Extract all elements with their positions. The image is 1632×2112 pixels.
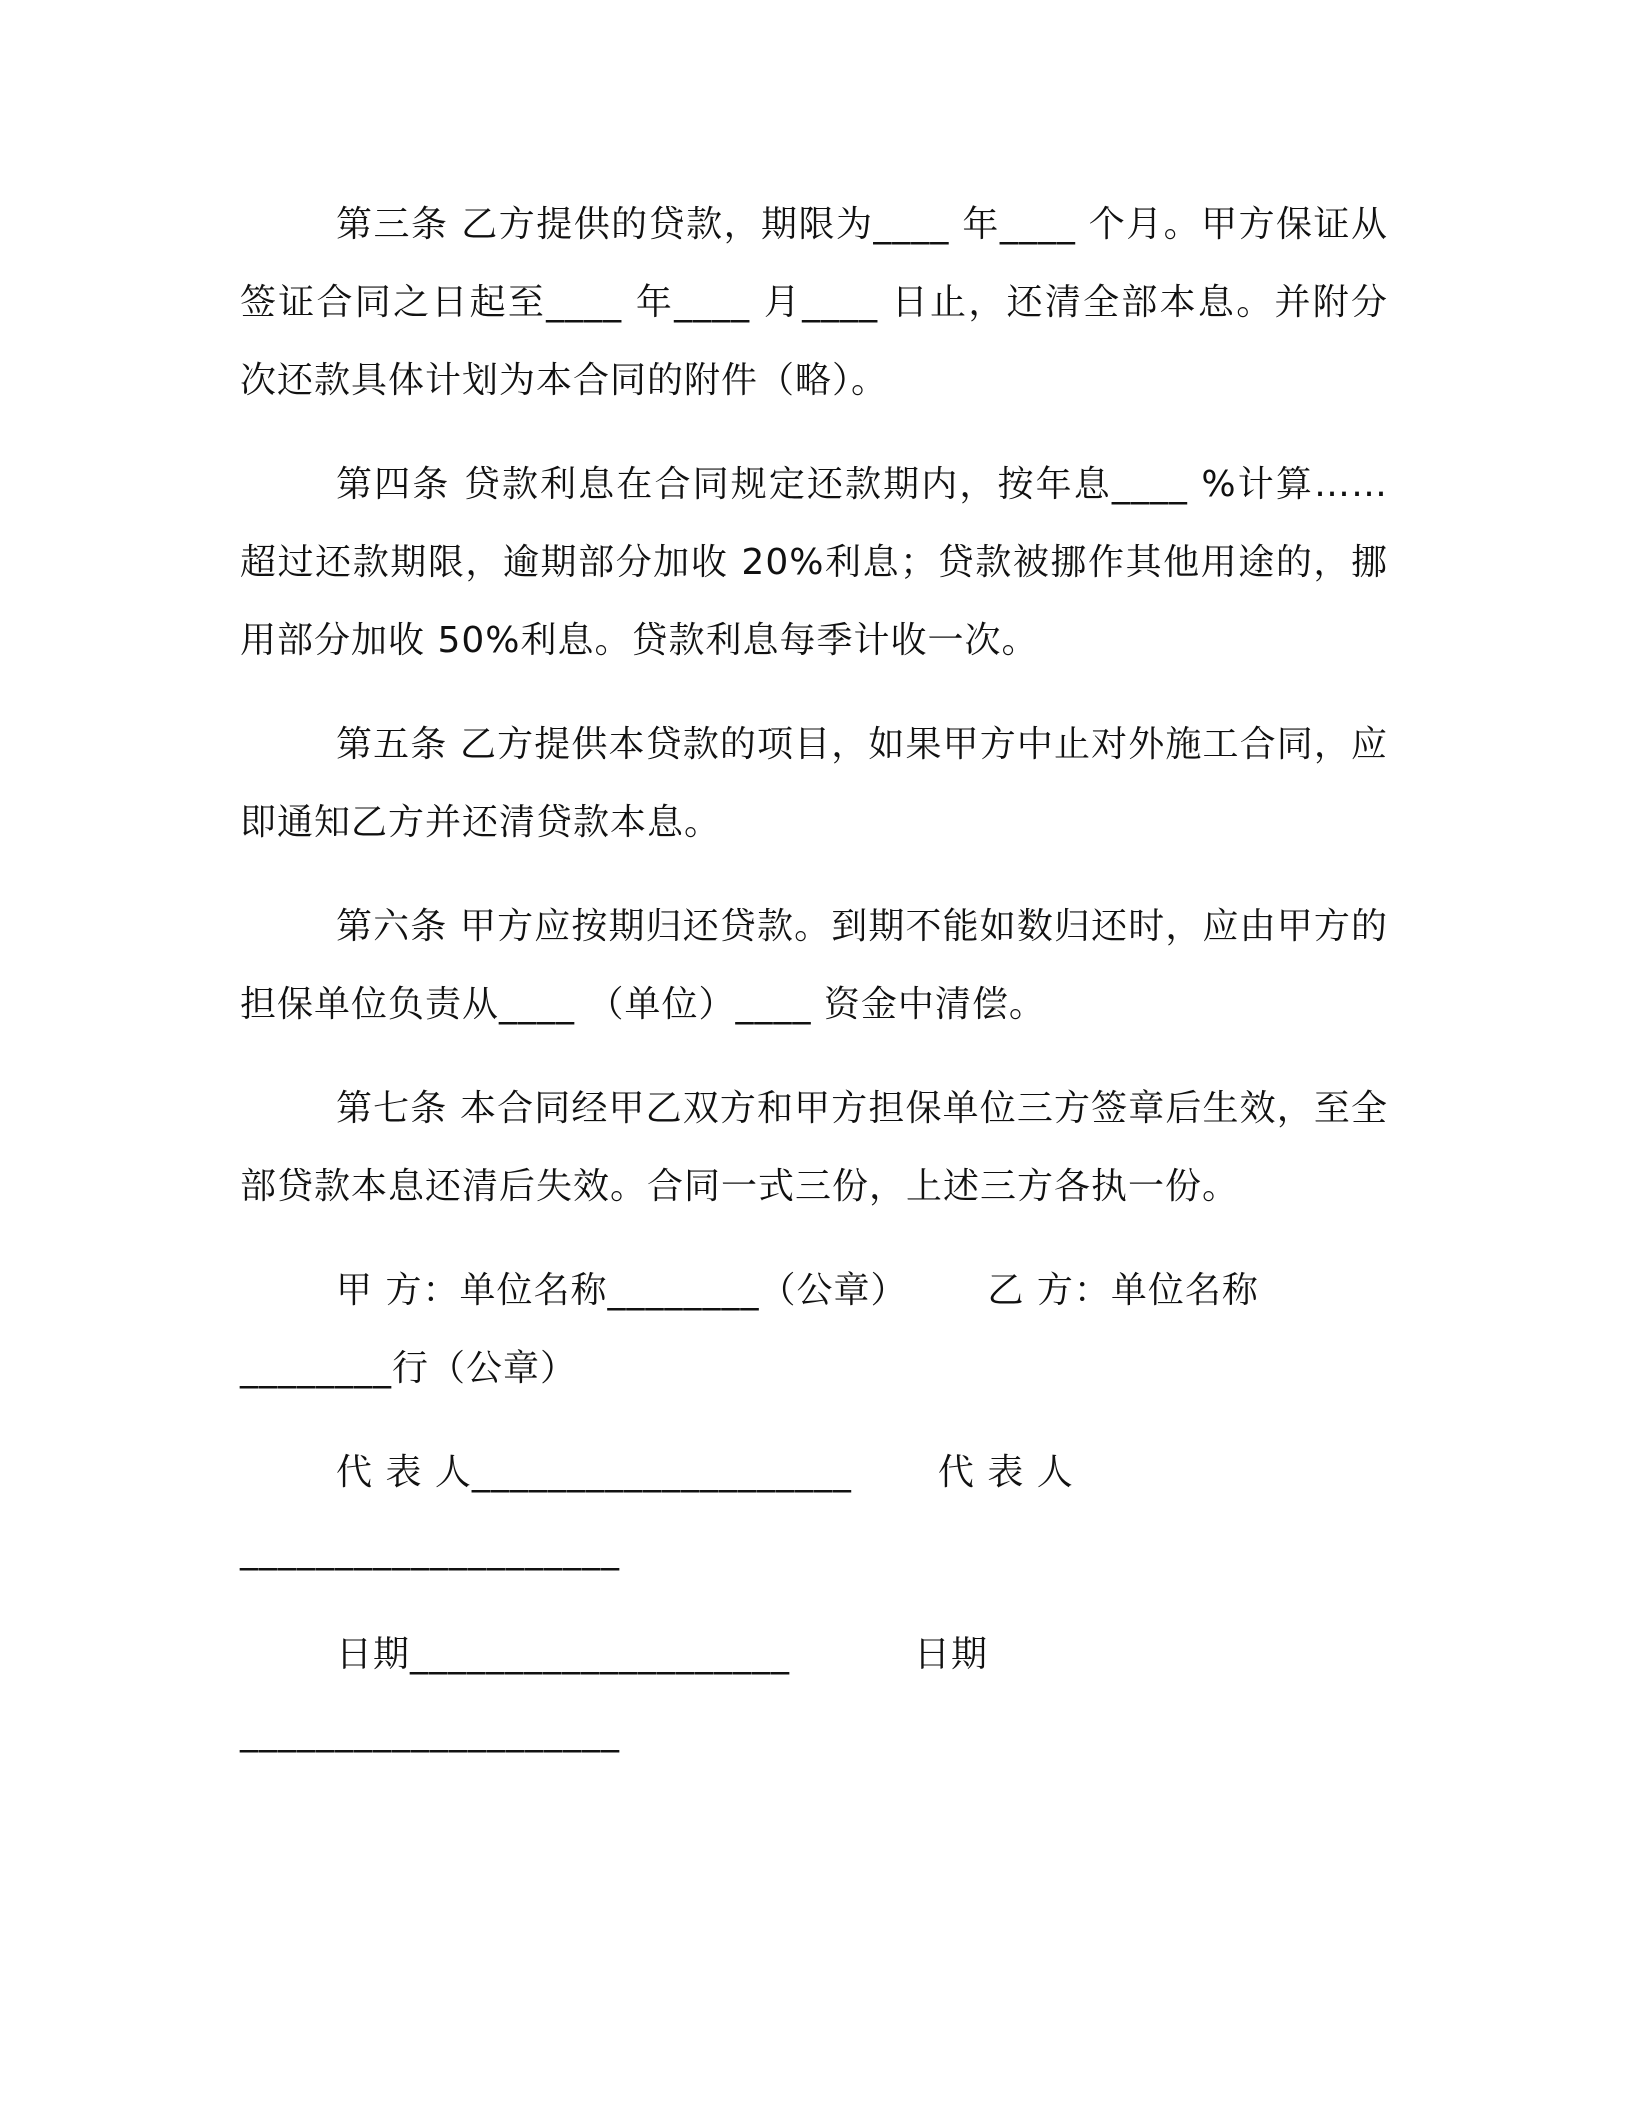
representative-b-label: 代 表 人 [937,1452,1074,1493]
article-7: 第七条 本合同经甲乙双方和甲方担保单位三方签章后生效，至全部贷款本息还清后失效。合同一式三份，上述三方各执一份。 [240,1088,1388,1207]
date-line [240,1616,1388,1694]
party-signature-line [240,1252,1388,1330]
representative-line [240,1434,1388,1512]
date-a: 日期____________________ [336,1634,791,1675]
party-b-label: 乙 方：单位名称 [987,1270,1259,1311]
article-3: 第三条 乙方提供的贷款，期限为____ 年____ 个月。甲方保证从签证合同之日起至____ 年____ 月____ 日止，还清全部本息。并附分次还款具体计划为本合同的附件（略）。 [240,204,1388,401]
signature-block [240,1252,1388,1772]
party-a-line: 甲 方：单位名称________（公章） [336,1270,908,1311]
article-5: 第五条 乙方提供本贷款的项目，如果甲方中止对外施工合同，应即通知乙方并还清贷款本息。 [240,724,1388,843]
representative-b-continuation: ____________________ [240,1530,620,1571]
document-body [240,186,1388,1798]
article-4: 第四条 贷款利息在合同规定还款期内，按年息____ %计算……超过还款期限，逾期部分加收 20%利息；贷款被挪作其他用途的，挪用部分加收 50%利息。贷款利息每季计收一次。 [240,464,1388,661]
article-6: 第六条 甲方应按期归还贷款。到期不能如数归还时，应由甲方的担保单位负责从____ （单位）____ 资金中清偿。 [240,906,1388,1025]
representative-a: 代 表 人____________________ [336,1452,852,1493]
date-b-continuation: ____________________ [240,1712,620,1753]
date-b-label: 日期 [914,1634,989,1675]
party-b-continuation: ________行（公章） [240,1348,578,1389]
